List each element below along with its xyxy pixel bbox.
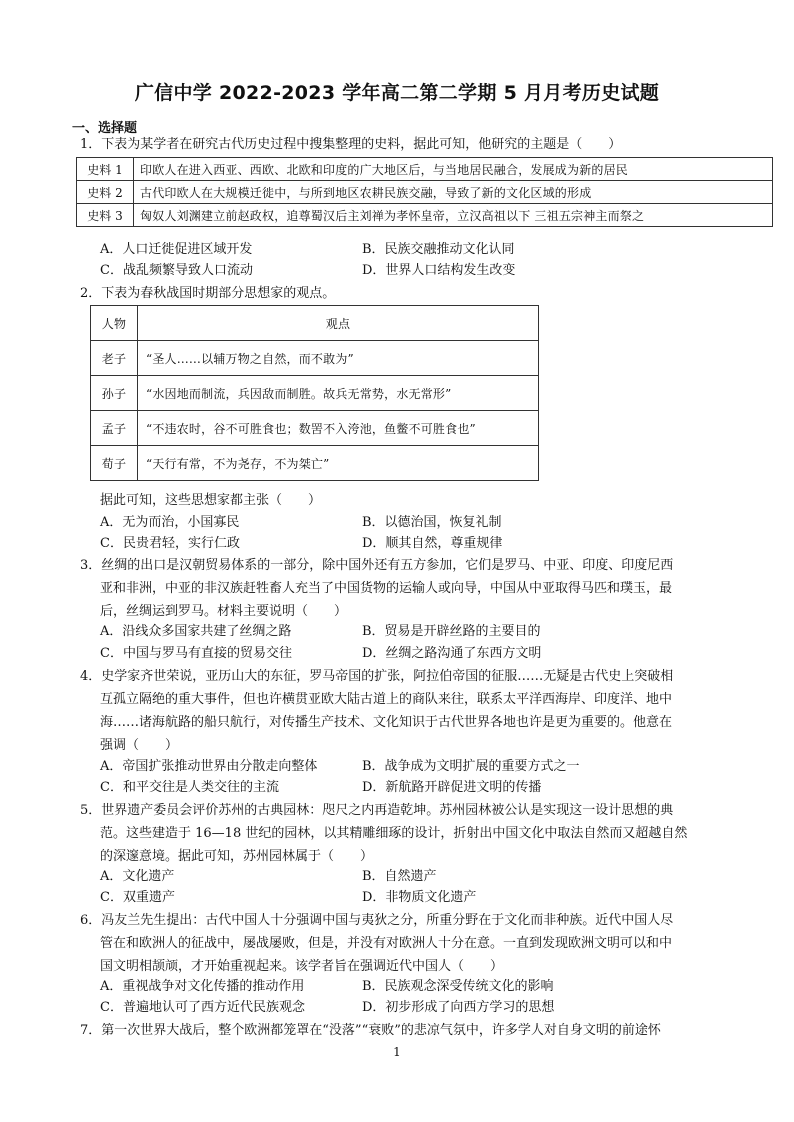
q6-option-a: A．重视战争对文化传播的推动作用 <box>100 979 305 994</box>
q5-option-a: A．文化遗产 <box>100 869 175 884</box>
q5-line-2: 范。这些建造于 16—18 世纪的园林，以其精雕细琢的设计，折射出中国文化中取法自然而又超越自然 <box>100 826 688 841</box>
q5-line-1: 5．世界遗产委员会评价苏州的古典园林：咫尺之内再造乾坤。苏州园林被公认是实现这一设计思想的典 <box>80 803 674 818</box>
column-header-person: 人物 <box>91 306 138 341</box>
source-text: 匈奴人刘渊建立前赵政权，追尊蜀汉后主刘禅为孝怀皇帝，立汉高祖以下 三祖五宗神主而祭之 <box>134 204 773 227</box>
q4-line-3: 海……诸海航路的船只航行，对传播生产技术、文化知识于古代世界各地也许是更为重要的。他意在 <box>100 715 673 730</box>
table-row <box>77 158 773 181</box>
thinker-view: “不违农时，谷不可胜食也；数罟不入洿池，鱼鳖不可胜食也” <box>138 411 539 446</box>
q6-line-1: 6．冯友兰先生提出：古代中国人十分强调中国与夷狄之分，所重分野在于文化而非种族。近代中国人尽 <box>80 913 674 928</box>
thinker-view: “水因地而制流，兵因敌而制胜。故兵无常势，水无常形” <box>138 376 539 411</box>
q7-line-1: 7．第一次世界大战后，整个欧洲都笼罩在“没落”“衰败”的悲凉气氛中，许多学人对自身文明的前途怀 <box>80 1023 661 1038</box>
q4-option-b: B．战争成为文明扩展的重要方式之一 <box>362 759 580 774</box>
table-row <box>91 411 539 446</box>
q1-option-b: B．民族交融推动文化认同 <box>362 242 515 257</box>
q6-option-b: B．民族观念深受传统文化的影响 <box>362 979 554 994</box>
q4-line-1: 4．史学家齐世荣说，亚历山大的东征，罗马帝国的扩张，阿拉伯帝国的征服……无疑是古代史上突破相 <box>80 669 674 684</box>
q2-option-b: B．以德治国，恢复礼制 <box>362 515 502 530</box>
table-row <box>91 376 539 411</box>
q2-option-d: D．顺其自然，尊重规律 <box>362 536 503 551</box>
q3-line-2: 亚和非洲，中亚的非汉族赶牲畜人充当了中国货物的运输人或向导，中国从中亚取得马匹和璞玉，最 <box>100 581 673 596</box>
q6-line-3: 国文明相颉颃，才开始重视起来。该学者旨在强调近代中国人（ ） <box>100 959 504 974</box>
q3-option-a: A．沿线众多国家共建了丝绸之路 <box>100 624 292 639</box>
q4-option-d: D．新航路开辟促进文明的传播 <box>362 780 542 795</box>
q3-line-3: 后，丝绸运到罗马。材料主要说明（ ） <box>100 604 348 619</box>
q5-line-3: 的深邃意境。据此可知，苏州园林属于（ ） <box>100 849 374 864</box>
table-header-row <box>91 306 539 341</box>
section-heading: 一、选择题 <box>72 121 138 136</box>
q1-option-d: D．世界人口结构发生改变 <box>362 263 516 278</box>
thinker-name: 孙子 <box>91 376 138 411</box>
q4-line-4: 强调（ ） <box>100 738 179 753</box>
q3-option-d: D．丝绸之路沟通了东西方文明 <box>362 646 542 661</box>
q3-line-1: 3．丝绸的出口是汉朝贸易体系的一部分，除中国外还有五方参加，它们是罗马、中亚、印度、印度尼西 <box>80 558 674 573</box>
q1-stem: 1．下表为某学者在研究古代历史过程中搜集整理的史料，据此可知，他研究的主题是（ ） <box>80 137 622 152</box>
source-label: 史料 2 <box>77 181 134 204</box>
q2-option-a: A．无为而治，小国寡民 <box>100 515 240 530</box>
thinker-view: “圣人……以辅万物之自然，而不敢为” <box>138 341 539 376</box>
page-number: 1 <box>393 1045 401 1059</box>
source-text: 印欧人在进入西亚、西欧、北欧和印度的广大地区后，与当地居民融合，发展成为新的居民 <box>134 158 773 181</box>
q4-line-2: 互孤立隔绝的重大事件，但也许横贯亚欧大陆古道上的商队来往，联系太平洋西海岸、印度洋、地中 <box>100 692 673 707</box>
q3-option-b: B．贸易是开辟丝路的主要目的 <box>362 624 541 639</box>
q6-line-2: 管在和欧洲人的征战中，屡战屡败，但是，并没有对欧洲人十分在意。一直到发现欧洲文明可以和中 <box>100 936 673 951</box>
q4-option-c: C．和平交往是人类交往的主流 <box>100 780 279 795</box>
source-label: 史料 3 <box>77 204 134 227</box>
q2-stem: 2．下表为春秋战国时期部分思想家的观点。 <box>80 286 336 301</box>
thinker-name: 孟子 <box>91 411 138 446</box>
q5-option-b: B．自然遗产 <box>362 869 437 884</box>
table-row <box>91 446 539 481</box>
q3-option-c: C．中国与罗马有直接的贸易交往 <box>100 646 292 661</box>
source-label: 史料 1 <box>77 158 134 181</box>
q6-option-d: D．初步形成了向西方学习的思想 <box>362 1000 555 1015</box>
source-text: 古代印欧人在大规模迁徙中，与所到地区农耕民族交融，导致了新的文化区域的形成 <box>134 181 773 204</box>
q1-option-c: C．战乱频繁导致人口流动 <box>100 263 253 278</box>
page-title: 广信中学 2022-2023 学年高二第二学期 5 月月考历史试题 <box>134 82 660 104</box>
q5-option-d: D．非物质文化遗产 <box>362 890 477 905</box>
thinker-name: 荀子 <box>91 446 138 481</box>
table-row <box>77 204 773 227</box>
thinker-view: “天行有常，不为尧存，不为桀亡” <box>138 446 539 481</box>
q1-source-table <box>76 157 773 227</box>
q2-thinkers-table <box>90 305 539 481</box>
q1-option-a: A．人口迁徙促进区域开发 <box>100 242 253 257</box>
q4-option-a: A．帝国扩张推动世界由分散走向整体 <box>100 759 318 774</box>
q2-option-c: C．民贵君轻，实行仁政 <box>100 536 240 551</box>
q6-option-c: C．普遍地认可了西方近代民族观念 <box>100 1000 305 1015</box>
q2-question: 据此可知，这些思想家都主张（ ） <box>100 493 322 508</box>
table-row <box>77 181 773 204</box>
thinker-name: 老子 <box>91 341 138 376</box>
table-row <box>91 341 539 376</box>
column-header-view: 观点 <box>138 306 539 341</box>
q5-option-c: C．双重遗产 <box>100 890 175 905</box>
